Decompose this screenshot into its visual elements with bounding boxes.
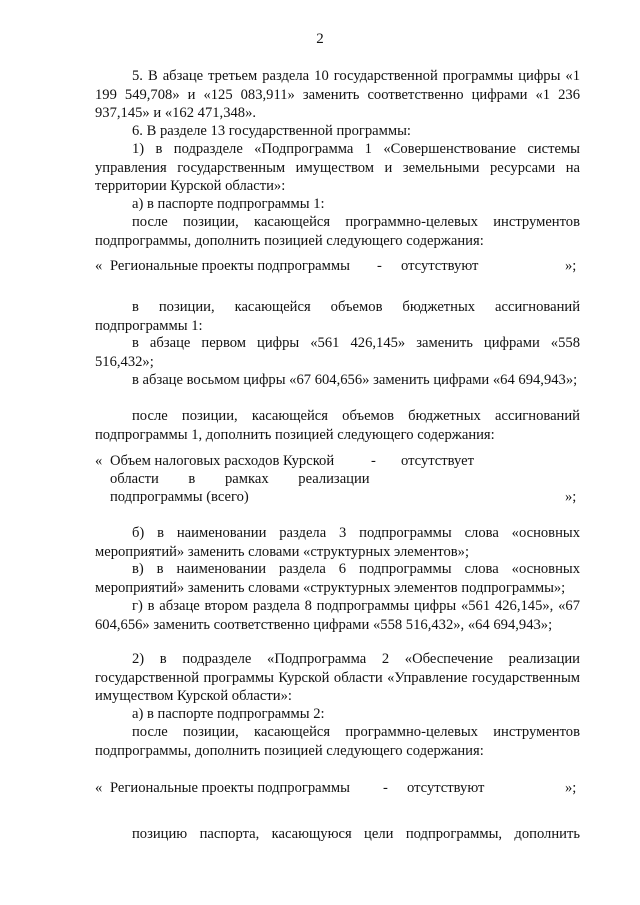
insert-row-tax-expenditures-line-2	[95, 471, 580, 491]
paragraph-after-position-3: после позиции, касающейся программно-целевых инструментов подпрограммы, дополнить позицией следующего содержания:	[95, 724, 580, 759]
insert-value: отсутствуют	[401, 258, 479, 274]
paragraph-first-abzac: в абзаце первом цифры «561 426,145» заменить цифрами «558 516,432»;	[95, 335, 580, 370]
paragraph-eighth-abzac: в абзаце восьмом цифры «67 604,656» заменить цифрами «64 694,943»;	[132, 372, 578, 388]
quote-open: «	[95, 453, 103, 469]
subitem-b: б) в наименовании раздела 3 подпрограммы слова «основных мероприятий» заменить словами «структурных элементов»;	[95, 525, 580, 560]
page-number: 2	[316, 31, 324, 47]
paragraph-budget-position: в позиции, касающейся объемов бюджетных ассигнований подпрограммы 1:	[95, 299, 580, 334]
insert-name-line-1: Объем налоговых расходов Курской	[110, 453, 335, 469]
paragraph-after-position-1: после позиции, касающейся программно-целевых инструментов подпрограммы, дополнить позицией следующего содержания:	[95, 214, 580, 249]
insert-name: Региональные проекты подпрограммы	[110, 258, 350, 274]
insert-value: отсутствует	[401, 453, 475, 469]
insert-row-regional-projects-2	[95, 780, 580, 800]
insert-row-tax-expenditures-line-3	[95, 489, 580, 509]
insert-value: отсутствуют	[407, 780, 485, 796]
quote-open: «	[95, 258, 103, 274]
subitem-1: 1) в подразделе «Подпрограмма 1 «Совершенствование системы управления государственным имуществом и земельными ресурсами на территории Курской области»:	[95, 141, 580, 194]
insert-name-line-3: подпрограммы (всего)	[110, 489, 249, 505]
quote-open: «	[95, 780, 103, 796]
quote-close: »;	[565, 489, 577, 505]
paragraph-6: 6. В разделе 13 государственной программы:	[132, 123, 411, 139]
quote-close: »;	[565, 780, 577, 796]
insert-dash: -	[371, 453, 376, 469]
paragraph-5: 5. В абзаце третьем раздела 10 государственной программы цифры «1 199 549,708» и «125 083,911» заменить соответственно цифрами «1 236 937,145» и «162 471,348».	[95, 68, 580, 121]
insert-dash: -	[377, 258, 382, 274]
subitem-a-1: а) в паспорте подпрограммы 1:	[132, 196, 325, 212]
insert-row-regional-projects-1	[95, 258, 580, 278]
paragraph-passport-goal: позицию паспорта, касающуюся цели подпрограммы, дополнить	[132, 826, 580, 842]
subitem-v: в) в наименовании раздела 6 подпрограммы слова «основных мероприятий» заменить словами «структурных элементов подпрограммы»;	[95, 561, 580, 596]
quote-close: »;	[565, 258, 577, 274]
insert-name: Региональные проекты подпрограммы	[110, 780, 350, 796]
paragraph-after-position-2: после позиции, касающейся объемов бюджетных ассигнований подпрограммы 1, дополнить позицией следующего содержания:	[95, 408, 580, 443]
insert-name-line-2: области в рамках реализации	[110, 471, 370, 487]
subitem-a-2: а) в паспорте подпрограммы 2:	[132, 706, 325, 722]
insert-row-tax-expenditures	[95, 453, 580, 473]
subitem-2: 2) в подразделе «Подпрограмма 2 «Обеспечение реализации государственной программы Курской области «Управление государственным имуществом Курской области»:	[95, 651, 580, 704]
subitem-g: г) в абзаце втором раздела 8 подпрограммы цифры «561 426,145», «67 604,656» заменить соответственно цифрами «558 516,432», «64 694,943»;	[95, 598, 580, 633]
insert-dash: -	[383, 780, 388, 796]
